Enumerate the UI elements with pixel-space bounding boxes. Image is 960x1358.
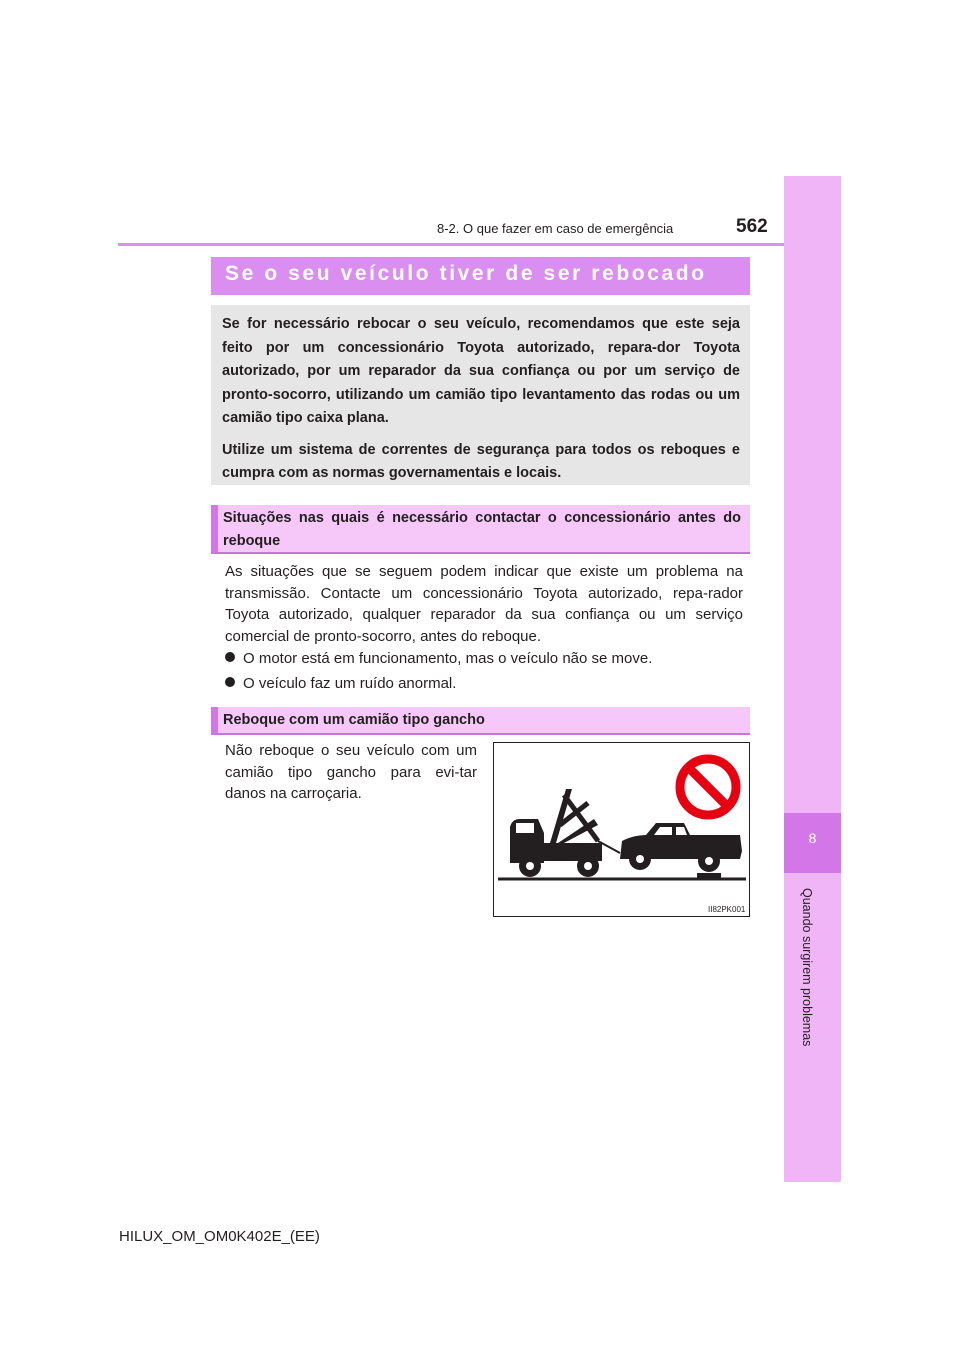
prohibition-icon xyxy=(680,759,736,815)
list-item xyxy=(225,675,456,692)
document-code: HILUX_OM_OM0K402E_(EE) xyxy=(119,1228,320,1245)
summary-text xyxy=(222,313,740,494)
header-rule xyxy=(118,243,841,246)
tow-truck-illustration xyxy=(493,742,750,917)
body-paragraph: Não reboque o seu veículo com um camião tipo gancho para evi-tar danos na carroçaria. xyxy=(225,742,477,802)
list-item xyxy=(225,650,652,667)
subsection-heading: Situações nas quais é necessário contactar o concessionário antes do reboque xyxy=(223,510,741,549)
subsection-heading: Reboque com um camião tipo gancho xyxy=(223,712,485,728)
bullet-icon xyxy=(225,652,235,662)
summary-paragraph: Utilize um sistema de correntes de segurança para todos os reboques e cumpra com as normas governamentais e locais. xyxy=(222,441,740,481)
section-title: Se o seu veículo tiver de ser rebocado xyxy=(225,262,707,285)
list-item-text: O motor está em funcionamento, mas o veículo não se move. xyxy=(243,650,653,667)
summary-paragraph: Se for necessário rebocar o seu veículo, recomendamos que este seja feito por um concessionário Toyota autorizado, repara-dor Toyota autorizado, por um reparador da sua confiança ou por um serviço de pronto-socorro, utilizando um camião tipo levantamento das rodas ou um camião tipo caixa plana. xyxy=(222,316,740,426)
tow-truck-drawing xyxy=(494,743,749,916)
chapter-number: 8 xyxy=(808,830,817,846)
chapter-title: Quando surgirem problemas xyxy=(800,888,814,1047)
bullet-icon xyxy=(225,677,235,687)
figure-code: II82PK001 xyxy=(708,905,746,914)
tow-truck-icon xyxy=(510,789,620,877)
body-paragraph: As situações que se seguem podem indicar que existe um problema na transmissão. Contacte um concessionário Toyota autorizado, repa-rador Toyota autorizado, qualquer reparador da sua confiança ou um serviço comercial de pronto-socorro, antes do reboque. xyxy=(225,563,743,645)
page-number: 562 xyxy=(736,216,768,237)
pickup-truck-icon xyxy=(620,823,742,878)
running-head: 8-2. O que fazer em caso de emergência xyxy=(437,221,674,236)
list-item-text: O veículo faz um ruído anormal. xyxy=(243,675,457,692)
